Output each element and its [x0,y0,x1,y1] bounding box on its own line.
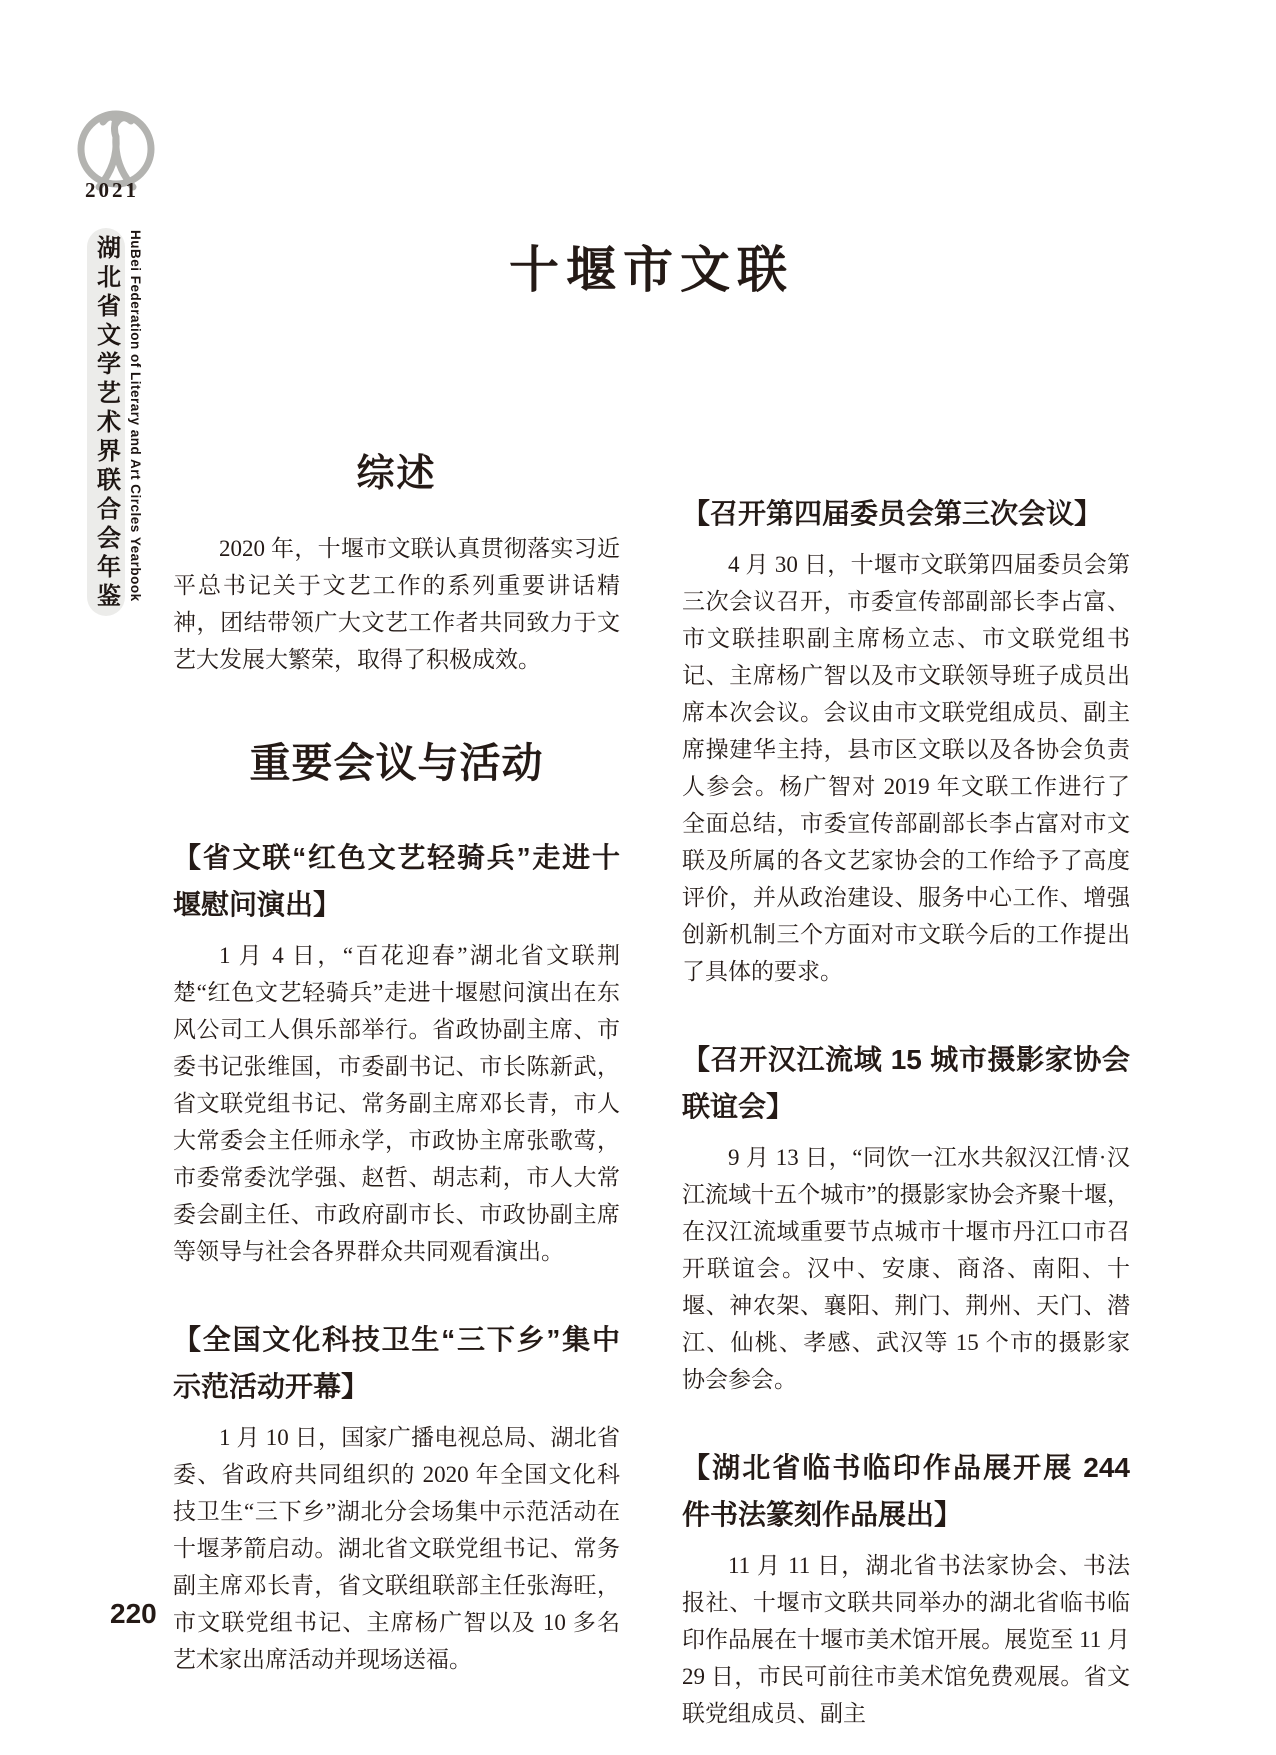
yearbook-year: 2021 [85,178,139,202]
article-title: 【全国文化科技卫生“三下乡”集中示范活动开幕】 [173,1324,620,1402]
article-title: 【省文联“红色文艺轻骑兵”走进十堰慰问演出】 [173,842,620,920]
left-column [173,452,620,1701]
overview-heading: 综述 [356,453,437,495]
article-body: 11 月 11 日，湖北省书法家协会、书法报社、十堰市文联共同举办的湖北省临书临印作品展在十堰市美术馆开展。展览至 11 月 29 日，市民可前往市美术馆免费观展。省文联党组成员、副主 [682,1553,1130,1726]
article-body: 1 月 10 日，国家广播电视总局、湖北省委、省政府共同组织的 2020 年全国文化科技卫生“三下乡”湖北分会场集中示范活动在十堰茅箭启动。湖北省文联党组书记、常务副主席邓长青，省文联组联部主任张海旺，市文联党组书记、主席杨广智以及 10 多名艺术家出席活动并现场送福。 [173,1425,620,1672]
page-title: 十堰市文联 [509,241,794,298]
right-column [682,490,1130,1755]
sidebar-yearbook-banner [87,228,125,616]
article-title: 【召开汉江流域 15 城市摄影家协会联谊会】 [682,1044,1130,1122]
article-body: 9 月 13 日，“同饮一江水共叙汉江情·汉江流域十五个城市”的摄影家协会齐聚十堰，在汉江流域重要节点城市十堰市丹江口市召开联谊会。汉中、安康、商洛、南阳、十堰、神农架、襄阳、荆门、荆州、天门、潜江、仙桃、孝感、武汉等 15 个市的摄影家协会参会。 [682,1145,1130,1392]
article-body: 1 月 4 日，“百花迎春”湖北省文联荆楚“红色文艺轻骑兵”走进十堰慰问演出在东风公司工人俱乐部举行。省政协副主席、市委书记张维国，市委副书记、市长陈新武，省文联党组书记、常务副主席邓长青，市人大常委会主任师永学，市政协主席张歌莺，市委常委沈学强、赵哲、胡志莉，市人大常委会副主任、市政府副市长、市政协副主席等领导与社会各界群众共同观看演出。 [173,943,620,1264]
page-number: 220 [110,1598,157,1629]
yearbook-title-chinese: 湖北省文学艺术界联合会年鉴 [92,235,120,612]
section-heading-meetings: 重要会议与活动 [249,740,544,786]
article-body: 4 月 30 日，十堰市文联第四届委员会第三次会议召开，市委宣传部副部长李占富、市文联挂职副主席杨立志、市文联党组书记、主席杨广智以及市文联领导班子成员出席本次会议。会议由市文联党组成员、副主席操建华主持，县市区文联以及各协会负责人参会。杨广智对 2019 年文联工作进行了全面总结，市委宣传部副部长李占富对市文联及所属的各文艺家协会的工作给予了高度评价，并从政治建设、服务中心工作、增强创新机制三个方面对市文联今后的工作提出了具体的要求。 [682,552,1130,984]
yearbook-title-english: HuBei Federation of Literary and Art Circles Yearbook [128,230,143,602]
overview-paragraph: 2020 年，十堰市文联认真贯彻落实习近平总书记关于文艺工作的系列重要讲话精神，团结带领广大文艺工作者共同致力于文艺大发展大繁荣，取得了积极成效。 [173,536,620,672]
article-title: 【召开第四届委员会第三次会议】 [682,498,1103,529]
article-title: 【湖北省临书临印作品展开展 244 件书法篆刻作品展出】 [682,1452,1130,1530]
